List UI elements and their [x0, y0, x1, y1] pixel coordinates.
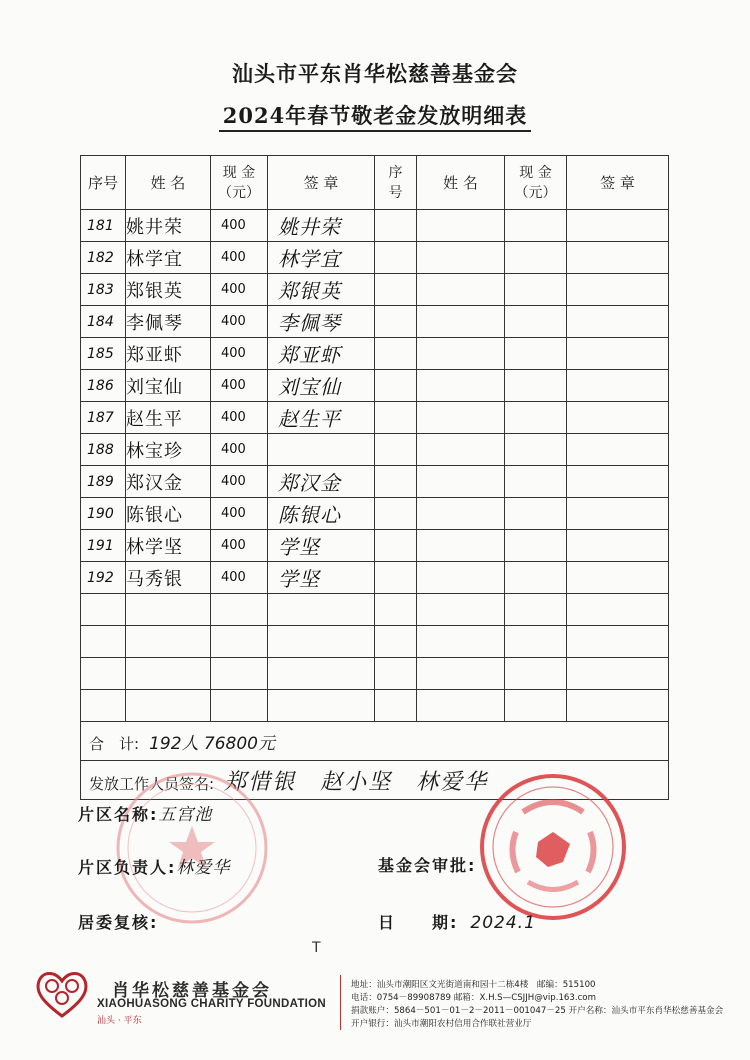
- row-name: 赵生平: [126, 402, 211, 434]
- doc-title-text: 2024年春节敬老金发放明细表: [219, 103, 531, 132]
- row-name: [126, 690, 211, 722]
- foundation-seal-icon: [478, 772, 628, 922]
- total-cell: [81, 722, 669, 761]
- row-signature: 郑银英: [268, 274, 375, 306]
- table-row: [81, 498, 669, 530]
- row-name: 林学宜: [126, 242, 211, 274]
- row-name-right: [417, 658, 505, 690]
- row-seq-right: [375, 210, 417, 242]
- row-signature: 姚井荣: [268, 210, 375, 242]
- row-name-right: [417, 690, 505, 722]
- row-amount-right: [505, 210, 567, 242]
- table-row: [81, 210, 669, 242]
- staff-signatures: 郑惜银 赵小坚 林爱华: [224, 769, 489, 795]
- left-stamp-icon: [112, 768, 272, 928]
- row-amount: 400: [211, 370, 268, 402]
- row-signature-right: [567, 210, 669, 242]
- row-signature-right: [567, 626, 669, 658]
- committee-label: 居委复核:: [78, 913, 159, 932]
- area-name-value: 五宫池: [158, 805, 213, 825]
- row-seq-right: [375, 338, 417, 370]
- row-amount: 400: [211, 402, 268, 434]
- date-label: 日 期:: [378, 913, 459, 932]
- row-name-right: [417, 498, 505, 530]
- header-seq-right: [375, 156, 417, 210]
- row-seq: [81, 626, 126, 658]
- row-amount: 400: [211, 306, 268, 338]
- row-seq-right: [375, 690, 417, 722]
- footer-divider: [340, 975, 341, 1030]
- row-name-right: [417, 370, 505, 402]
- header-cash-label: 现 金: [222, 164, 256, 181]
- row-seq-right: [375, 306, 417, 338]
- area-leader-value: 林爱华: [176, 858, 231, 878]
- footer-org-cn: 肖华松慈善基金会: [112, 981, 272, 1001]
- row-amount-right: [505, 626, 567, 658]
- row-signature-right: [567, 306, 669, 338]
- row-signature: 学坚: [268, 530, 375, 562]
- header-sign-right: 签 章: [567, 156, 669, 210]
- row-amount: 400: [211, 498, 268, 530]
- row-amount: [211, 626, 268, 658]
- row-amount: 400: [211, 210, 268, 242]
- row-name: 马秀银: [126, 562, 211, 594]
- row-signature-right: [567, 498, 669, 530]
- row-amount: [211, 690, 268, 722]
- row-seq-right: [375, 466, 417, 498]
- foundation-logo-icon: [33, 968, 91, 1020]
- row-name: 李佩琴: [126, 306, 211, 338]
- row-seq: 182: [81, 242, 126, 274]
- row-signature-right: [567, 338, 669, 370]
- table-header-row: [81, 156, 669, 210]
- table-row: [81, 338, 669, 370]
- table-row: [81, 690, 669, 722]
- row-seq: [81, 658, 126, 690]
- row-signature: [268, 690, 375, 722]
- row-name: 林宝珍: [126, 434, 211, 466]
- row-name-right: [417, 242, 505, 274]
- row-signature-right: [567, 658, 669, 690]
- row-seq: 188: [81, 434, 126, 466]
- row-seq: 189: [81, 466, 126, 498]
- total-row: [81, 722, 669, 761]
- header-name-right: 姓 名: [417, 156, 505, 210]
- row-signature-right: [567, 530, 669, 562]
- row-amount-right: [505, 658, 567, 690]
- header-seq: 序号: [81, 156, 126, 210]
- row-name: [126, 658, 211, 690]
- row-signature: [268, 434, 375, 466]
- row-name: 林学坚: [126, 530, 211, 562]
- row-name-right: [417, 274, 505, 306]
- table-row: [81, 562, 669, 594]
- table-row: [81, 242, 669, 274]
- row-signature: 林学宜: [268, 242, 375, 274]
- row-signature: [268, 594, 375, 626]
- row-signature: 郑亚虾: [268, 338, 375, 370]
- row-name: 姚井荣: [126, 210, 211, 242]
- row-signature-right: [567, 242, 669, 274]
- row-seq-right: [375, 274, 417, 306]
- row-amount-right: [505, 562, 567, 594]
- table-row: [81, 658, 669, 690]
- footer-bank: 开户银行：汕头市潮阳农村信用合作联社营业厅: [351, 1019, 532, 1029]
- row-amount-right: [505, 466, 567, 498]
- row-signature-right: [567, 594, 669, 626]
- row-name-right: [417, 626, 505, 658]
- row-name: 郑亚虾: [126, 338, 211, 370]
- row-amount-right: [505, 370, 567, 402]
- row-amount-right: [505, 306, 567, 338]
- org-title: 汕头市平东肖华松慈善基金会: [232, 61, 518, 86]
- table-row: [81, 306, 669, 338]
- footer-org-location: 汕头 · 平东: [97, 1016, 142, 1026]
- area-name-row: [78, 800, 212, 825]
- row-signature-right: [567, 370, 669, 402]
- date-row: [378, 910, 536, 933]
- stray-mark: T: [312, 940, 321, 956]
- row-name-right: [417, 338, 505, 370]
- row-name: 刘宝仙: [126, 370, 211, 402]
- row-signature: 赵生平: [268, 402, 375, 434]
- row-amount: [211, 594, 268, 626]
- distribution-table: [80, 155, 669, 800]
- row-amount: [211, 658, 268, 690]
- row-amount: 400: [211, 466, 268, 498]
- row-seq: 181: [81, 210, 126, 242]
- table-body: [81, 210, 669, 722]
- row-name-right: [417, 306, 505, 338]
- staff-label: 发放工作人员签名:: [89, 774, 215, 793]
- footer-org-en: XIAOHUASONG CHARITY FOUNDATION: [97, 998, 326, 1010]
- row-amount-right: [505, 434, 567, 466]
- row-seq-right: [375, 498, 417, 530]
- row-amount-right: [505, 594, 567, 626]
- row-signature: 刘宝仙: [268, 370, 375, 402]
- area-name-label: 片区名称:: [78, 805, 159, 824]
- row-seq-right: [375, 626, 417, 658]
- row-name: 陈银心: [126, 498, 211, 530]
- row-signature-right: [567, 466, 669, 498]
- header-cash-unit: （元）: [218, 184, 260, 201]
- row-seq: 186: [81, 370, 126, 402]
- total-value: 192人 76800元: [149, 733, 275, 754]
- row-seq: [81, 690, 126, 722]
- row-amount-right: [505, 242, 567, 274]
- row-name-right: [417, 434, 505, 466]
- header-cash-right-unit: （元）: [514, 184, 557, 201]
- table-row: [81, 466, 669, 498]
- row-amount: 400: [211, 562, 268, 594]
- table-row: [81, 434, 669, 466]
- area-leader-row: [78, 853, 230, 878]
- row-signature: [268, 626, 375, 658]
- table-row: [81, 626, 669, 658]
- row-signature: 学坚: [268, 562, 375, 594]
- table-row: [81, 594, 669, 626]
- header-name: 姓 名: [126, 156, 211, 210]
- row-name-right: [417, 402, 505, 434]
- row-amount: 400: [211, 530, 268, 562]
- row-seq-right: [375, 594, 417, 626]
- row-seq-right: [375, 370, 417, 402]
- row-seq: 191: [81, 530, 126, 562]
- row-seq-right: [375, 530, 417, 562]
- row-name: 郑银英: [126, 274, 211, 306]
- row-amount-right: [505, 402, 567, 434]
- row-amount-right: [505, 498, 567, 530]
- table-row: [81, 530, 669, 562]
- row-name-right: [417, 594, 505, 626]
- row-signature-right: [567, 434, 669, 466]
- row-amount: 400: [211, 274, 268, 306]
- row-seq-right: [375, 562, 417, 594]
- row-seq: 184: [81, 306, 126, 338]
- row-name-right: [417, 530, 505, 562]
- row-name: [126, 626, 211, 658]
- footer-address: 地址：汕头市潮阳区文光街道南和园十二栋4楼 邮编：515100: [351, 980, 596, 990]
- row-seq-right: [375, 434, 417, 466]
- row-name-right: [417, 466, 505, 498]
- row-name: [126, 594, 211, 626]
- row-amount: 400: [211, 434, 268, 466]
- row-seq: 187: [81, 402, 126, 434]
- row-seq: 190: [81, 498, 126, 530]
- row-amount-right: [505, 274, 567, 306]
- row-amount-right: [505, 530, 567, 562]
- table-row: [81, 274, 669, 306]
- header-seq-right-1: 序: [388, 164, 403, 181]
- header-cash-right-label: 现 金: [519, 164, 552, 181]
- header-cash: [211, 156, 268, 210]
- date-value: 2024.1: [470, 913, 536, 933]
- footer-account: 捐款账户：5864－501－01－2－2011－001047－25 开户名称：汕头市平东肖华松慈善基金会: [351, 1006, 724, 1016]
- row-seq: 185: [81, 338, 126, 370]
- row-signature-right: [567, 690, 669, 722]
- table-row: [81, 402, 669, 434]
- row-seq-right: [375, 402, 417, 434]
- row-amount: 400: [211, 242, 268, 274]
- header-sign: 签 章: [268, 156, 375, 210]
- row-amount: 400: [211, 338, 268, 370]
- footer-phone: 电话：0754－89908789 邮箱：X.H.S—CSJJH@vip.163.com: [351, 993, 596, 1003]
- row-name: 郑汉金: [126, 466, 211, 498]
- doc-title: [0, 100, 750, 130]
- row-signature-right: [567, 402, 669, 434]
- area-leader-label: 片区负责人:: [78, 858, 177, 877]
- row-signature: 陈银心: [268, 498, 375, 530]
- row-signature: 郑汉金: [268, 466, 375, 498]
- approval-label: 基金会审批:: [378, 856, 477, 875]
- row-amount-right: [505, 338, 567, 370]
- row-seq-right: [375, 242, 417, 274]
- table-row: [81, 370, 669, 402]
- row-seq-right: [375, 658, 417, 690]
- row-amount-right: [505, 690, 567, 722]
- header-seq-right-2: 号: [388, 184, 403, 201]
- row-signature-right: [567, 562, 669, 594]
- row-name-right: [417, 210, 505, 242]
- row-name-right: [417, 562, 505, 594]
- row-seq: 192: [81, 562, 126, 594]
- row-signature: 李佩琴: [268, 306, 375, 338]
- row-seq: 183: [81, 274, 126, 306]
- row-signature-right: [567, 274, 669, 306]
- row-seq: [81, 594, 126, 626]
- row-signature: [268, 658, 375, 690]
- total-label: 合 计:: [89, 734, 140, 753]
- header-cash-right: [505, 156, 567, 210]
